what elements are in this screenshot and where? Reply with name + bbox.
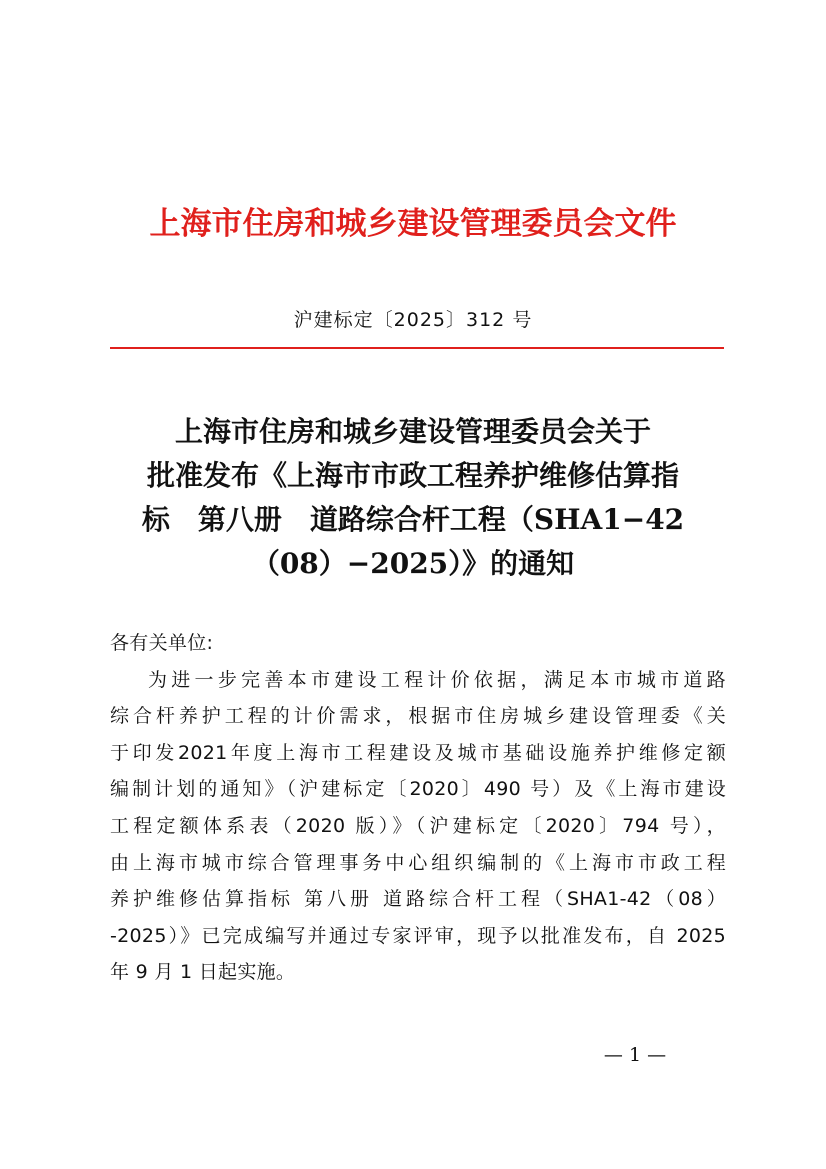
notice-body bbox=[110, 625, 726, 991]
document-number: 沪建标定〔2025〕312 号 bbox=[293, 309, 533, 331]
body-line: 综合杆养护工程的计价需求，根据市住房城乡建设管理委《关 bbox=[110, 705, 726, 728]
red-divider-line bbox=[110, 347, 724, 349]
title-line: 标 第八册 道路综合杆工程（SHA1−42 bbox=[141, 503, 685, 536]
body-line: 养护维修估算指标 第八册 道路综合杆工程（SHA1-42（08） bbox=[110, 888, 726, 911]
page-number: — 1 — bbox=[603, 1044, 667, 1066]
title-line: （08）−2025）》的通知 bbox=[251, 547, 575, 580]
body-line: 年 9 月 1 日起实施。 bbox=[110, 961, 296, 984]
body-line: 于印发2021年度上海市工程建设及城市基础设施养护维修定额 bbox=[110, 741, 726, 764]
body-line: 编制计划的通知》（沪建标定〔2020〕490 号）及《上海市建设 bbox=[110, 778, 726, 801]
body-line: 为进一步完善本市建设工程计价依据，满足本市城市道路 bbox=[148, 668, 726, 691]
title-line: 上海市住房和城乡建设管理委员会关于 bbox=[174, 415, 651, 448]
salutation: 各有关单位: bbox=[110, 632, 214, 654]
body-line: 由上海市城市综合管理事务中心组织编制的《上海市市政工程 bbox=[110, 851, 726, 874]
body-line: -2025）》已完成编写并通过专家评审，现予以批准发布，自 2025 bbox=[110, 924, 726, 947]
agency-header-title: 上海市住房和城乡建设管理委员会文件 bbox=[149, 206, 677, 242]
body-line: 工程定额体系表（2020 版）》（沪建标定〔2020〕794 号）， bbox=[110, 814, 726, 837]
notice-title bbox=[100, 410, 726, 586]
title-line: 批准发布《上海市市政工程养护维修估算指 bbox=[146, 459, 679, 492]
